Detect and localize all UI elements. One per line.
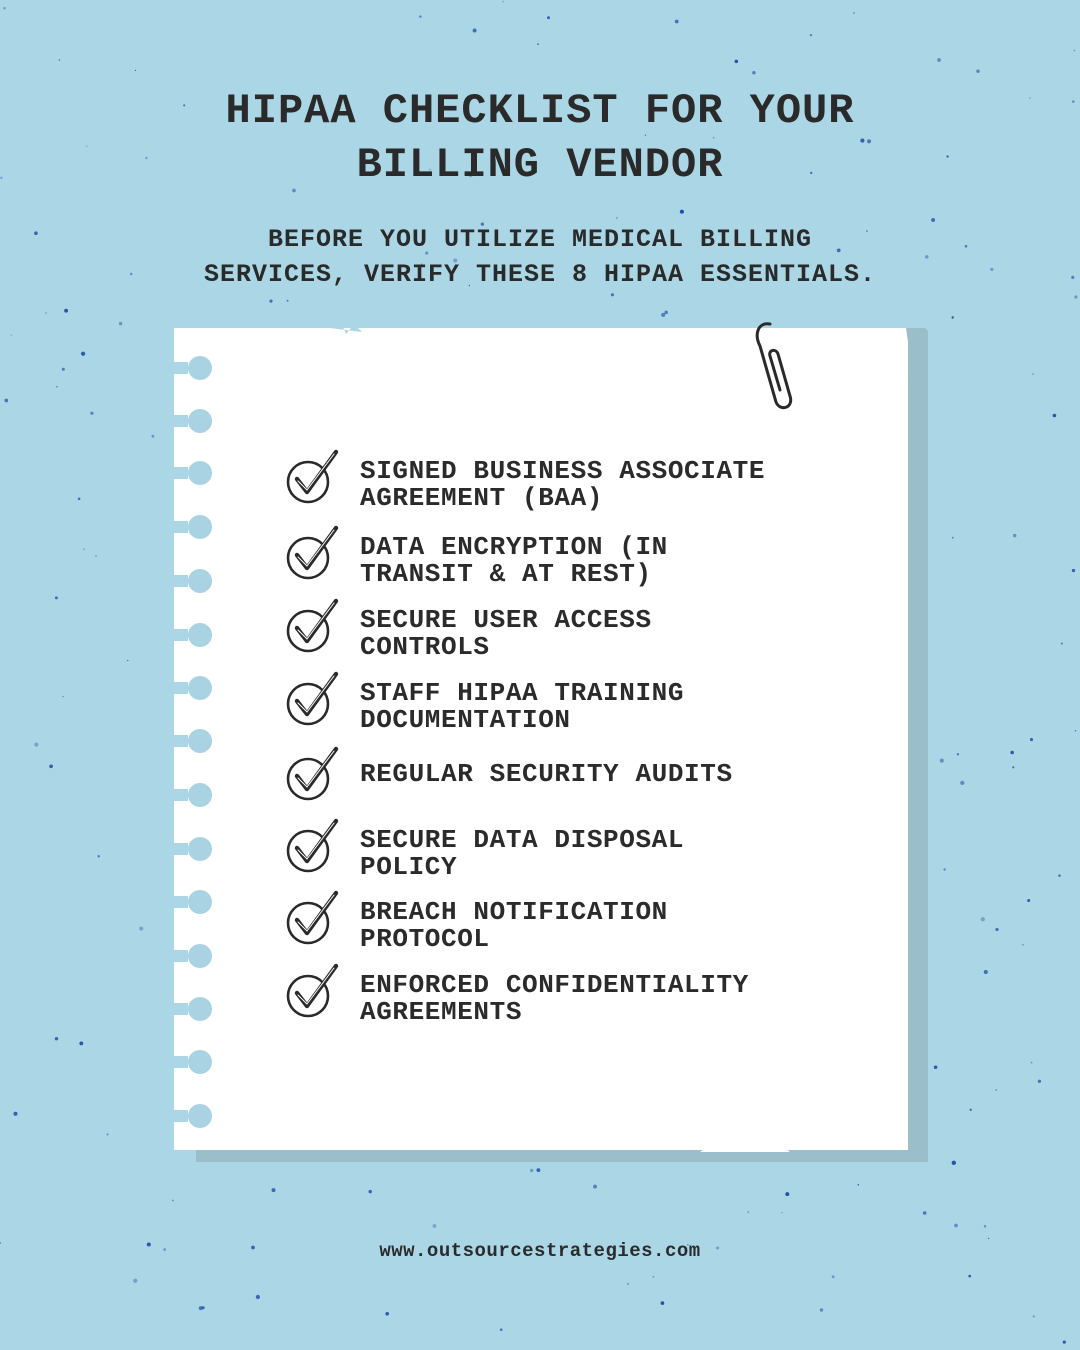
checklist-item-text [360,899,668,953]
speckle-dot [78,498,81,501]
speckle-dot [810,34,812,36]
speckle-dot [957,753,959,755]
speckle-dot [616,217,618,219]
speckle-dot [853,12,855,14]
checkmark-circle-icon [284,597,342,653]
speckle-dot [1032,373,1034,375]
speckle-dot [62,368,65,371]
checklist-item-line-2: CONTROLS [360,632,490,662]
speckle-dot [368,1190,371,1193]
speckle-dot [820,1308,823,1311]
speckle-dot [1033,1315,1035,1317]
speckle-dot [537,43,539,45]
speckle-dot [976,69,979,72]
torn-top-scrap [330,320,362,334]
speckle-dot [954,1224,958,1228]
checklist-item-text [360,972,749,1026]
speckle-dot [952,537,954,539]
speckle-dot [56,386,57,387]
checklist-item-text [360,680,684,734]
speckle-dot [139,927,143,931]
page-subtitle [0,222,1080,292]
speckle-dot [1031,1062,1033,1064]
paperclip-icon [748,316,798,412]
speckle-dot [4,399,8,403]
speckle-dot [172,1200,174,1202]
speckle-dot [547,16,550,19]
checklist-item-line-1: STAFF HIPAA TRAINING [360,678,685,708]
speckle-dot [735,60,738,63]
speckle-dot [1061,642,1063,644]
checklist-item-line-2: AGREEMENT (BAA) [360,483,604,513]
footer-url: www.outsourcestrategies.com [379,1240,701,1262]
speckle-dot [680,210,684,214]
speckle-dot [984,970,988,974]
speckle-dot [49,764,53,768]
speckle-dot [199,1306,203,1310]
speckle-dot [661,1301,665,1305]
checklist-item [284,745,864,809]
speckle-dot [473,29,477,33]
speckle-dot [3,7,6,10]
subtitle-line-1: BEFORE YOU UTILIZE MEDICAL BILLING [267,225,813,254]
speckle-dot [1074,295,1077,298]
speckle-dot [1030,738,1033,741]
speckle-dot [500,1328,503,1331]
checkmark-circle-icon [284,524,342,580]
speckle-dot [1022,944,1024,946]
speckle-dot [781,1212,782,1213]
checklist-item-text [360,534,668,588]
speckle-dot [133,1279,137,1283]
page-title [0,84,1080,192]
speckle-dot [981,917,985,921]
speckle-dot [937,58,941,62]
torn-bottom-scrap [700,1132,790,1152]
checklist-item-text [360,827,684,881]
speckle-dot [952,316,954,318]
speckle-dot [752,71,755,74]
torn-right-edge [906,328,926,1152]
spiral-holes [188,356,212,1128]
subtitle-line-2: SERVICES, VERIFY THESE 8 HIPAA ESSENTIALS. [203,260,877,289]
speckle-dot [62,696,64,698]
checklist-item-line-2: DOCUMENTATION [360,705,571,735]
speckle-dot [34,743,38,747]
checklist-item-text [360,761,733,788]
speckle-dot [995,1089,997,1091]
speckle-dot [960,781,964,785]
speckle-dot [269,300,272,303]
speckle-dot [55,596,58,599]
checkmark-circle-icon [284,817,342,873]
speckle-dot [79,1041,83,1045]
speckle-dot [256,1295,260,1299]
speckle-dot [106,1133,108,1135]
speckle-dot [433,1224,437,1228]
speckle-dot [995,928,998,931]
spiral-notches [172,362,188,1122]
speckle-dot [952,1161,956,1165]
checklist-item-line-1: SECURE USER ACCESS [360,605,652,635]
speckle-dot [1058,874,1061,877]
checklist-item-line-2: TRANSIT & AT REST) [360,559,652,589]
speckle-dot [97,855,100,858]
speckle-dot [272,1188,276,1192]
title-line-2: BILLING VENDOR [356,141,724,189]
speckle-dot [11,334,12,335]
speckle-dot [1074,50,1076,52]
checklist-item-line-1: REGULAR SECURITY AUDITS [360,759,733,789]
speckle-dot [419,15,421,17]
speckle-dot [970,1109,972,1111]
speckle-dot [675,20,679,24]
speckle-dot [593,1185,597,1189]
speckle-dot [59,59,61,61]
speckle-dot [83,548,85,550]
speckle-dot [135,70,136,71]
checklist-item [284,670,864,734]
speckle-dot [1013,534,1016,537]
checklist-item [284,597,864,661]
speckle-dot [127,660,128,661]
speckle-dot [55,1037,58,1040]
checklist-item [284,817,864,881]
checklist-item [284,448,864,512]
speckle-dot [1010,751,1014,755]
speckle-dot [984,1225,986,1227]
checkmark-circle-icon [284,670,342,726]
checklist-item [284,524,864,588]
title-line-1: HIPAA CHECKLIST FOR YOUR [225,87,855,135]
checklist-item-line-2: PROTOCOL [360,924,490,954]
checkmark-circle-icon [284,889,342,945]
speckle-dot [1038,1080,1041,1083]
checklist-item-line-1: BREACH NOTIFICATION [360,897,668,927]
checkmark-circle-icon [284,962,342,1018]
speckle-dot [988,1238,989,1239]
checklist-item-line-1: ENFORCED CONFIDENTIALITY [360,970,749,1000]
speckle-dot [287,300,289,302]
checklist-item-text [360,607,652,661]
speckle-dot [627,1283,629,1285]
speckle-dot [385,1312,389,1316]
checklist-item-line-1: SECURE DATA DISPOSAL [360,825,685,855]
speckle-dot [652,1276,654,1278]
checklist-item-line-2: POLICY [360,852,458,882]
speckle-dot [95,555,96,556]
checkmark-circle-icon [284,448,342,504]
speckle-dot [1072,569,1075,572]
checklist-item [284,889,864,953]
speckle-dot [45,312,47,314]
checklist-item-line-2: AGREEMENTS [360,997,523,1027]
speckle-dot [81,352,85,356]
speckle-dot [1063,1340,1066,1343]
speckle-dot [502,1,504,3]
speckle-dot [832,1275,835,1278]
speckle-dot [858,1184,860,1186]
speckle-dot [968,1275,971,1278]
checklist-item-line-1: SIGNED BUSINESS ASSOCIATE [360,456,766,486]
speckle-dot [64,309,68,313]
speckle-dot [1075,730,1077,732]
checklist-item-line-1: DATA ENCRYPTION (IN [360,532,668,562]
checklist-item [284,962,864,1026]
speckle-dot [119,322,122,325]
speckle-dot [785,1192,789,1196]
speckle-dot [1027,899,1030,902]
speckle-dot [923,1211,927,1215]
checkmark-circle-icon [284,745,342,801]
speckle-dot [611,293,614,296]
speckle-dot [13,1112,17,1116]
speckle-dot [1053,414,1057,418]
speckle-dot [90,412,93,415]
checklist-item-text [360,458,765,512]
speckle-dot [1012,766,1014,768]
speckle-dot [747,1211,749,1213]
